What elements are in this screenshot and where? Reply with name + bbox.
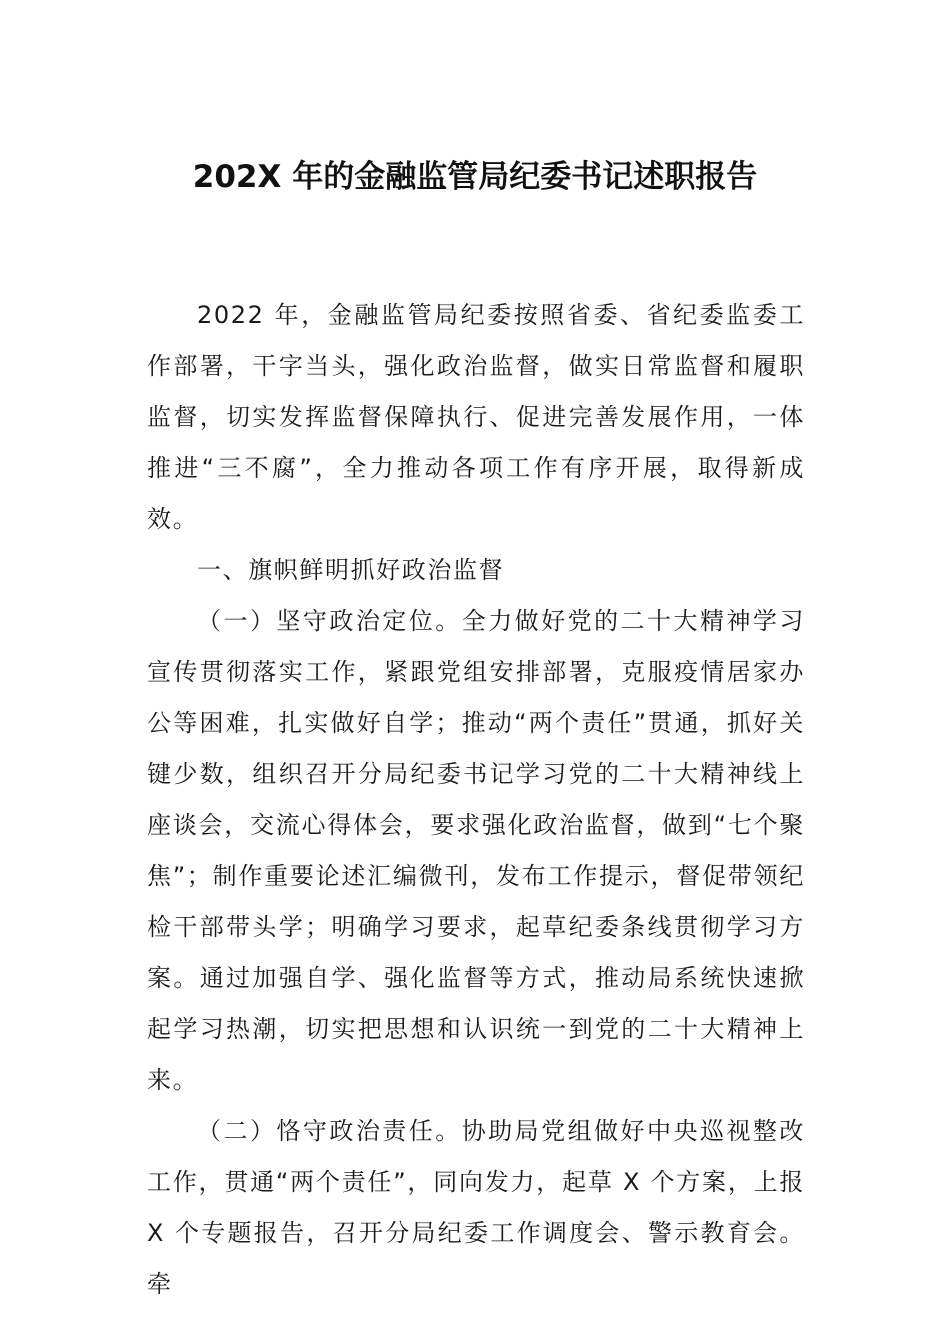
subsection-paragraph-1: （一）坚守政治定位。全力做好党的二十大精神学习宣传贯彻落实工作，紧跟党组安排部署，克服疫情居家办公等困难，扎实做好自学；推动“两个责任”贯通，抓好关键少数，组织召开分局纪委书记学习党的二十大精神线上座谈会，交流心得体会，要求强化政治监督，做到“七个聚焦”；制作重要论述汇编微刊，发布工作提示，督促带领纪检干部带头学；明确学习要求，起草纪委条线贯彻学习方案。通过加强自学、强化监督等方式，推动局系统快速掀起学习热潮，切实把思想和认识统一到党的二十大精神上来。: [147, 607, 805, 1094]
intro-paragraph: 2022 年，金融监管局纪委按照省委、省纪委监委工作部署，干字当头，强化政治监督，做实日常监督和履职监督，切实发挥监督保障执行、促进完善发展作用，一体推进“三不腐”，全力推动各项工作有序开展，取得新成效。: [147, 301, 805, 533]
document-body: [147, 290, 805, 1310]
section-heading: 一、旗帜鲜明抓好政治监督: [197, 556, 505, 584]
subsection-paragraph-2: （二）恪守政治责任。协助局党组做好中央巡视整改工作，贯通“两个责任”，同向发力，起草 X 个方案，上报 X 个专题报告，召开分局纪委工作调度会、警示教育会。牵: [147, 1117, 805, 1298]
document-title: 202X 年的金融监管局纪委书记述职报告: [192, 159, 758, 195]
